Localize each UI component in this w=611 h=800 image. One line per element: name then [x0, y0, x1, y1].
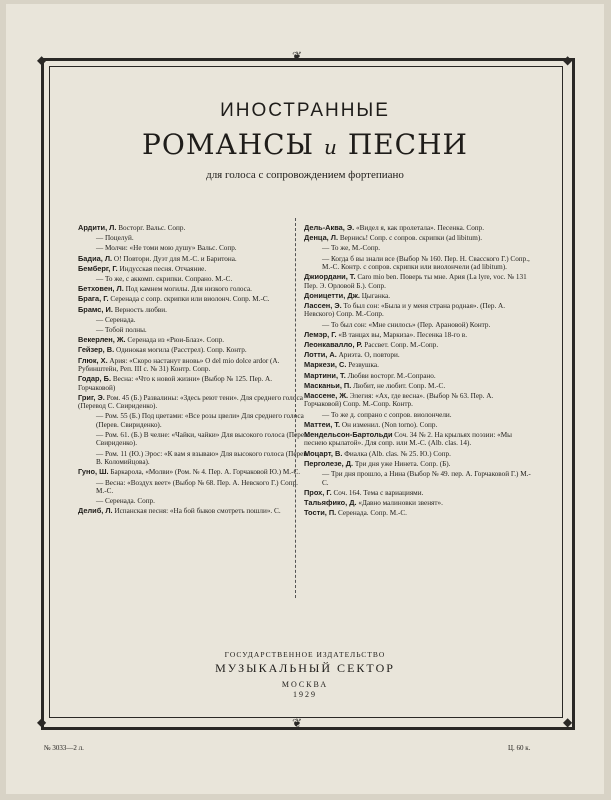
work-title: Ариэта. О, повтори. — [338, 351, 400, 360]
price: Ц. 60 к. — [508, 744, 531, 752]
catalog-entry — [304, 234, 532, 242]
composer-name: Векерлен, Ж. — [78, 335, 126, 345]
composer-name: Лотти, А. — [304, 350, 337, 360]
composer-name: Брага, Г. — [78, 294, 109, 304]
work-title: Caro mio ben. Поверь ты мне. Ария (La lyre, voc. № 131 Пер. Э. Орловой Б.). Сопр. — [304, 273, 527, 290]
work-title: Он изменил. (Non torno). Сопр. — [341, 420, 438, 429]
catalog-entry — [304, 499, 532, 507]
composer-name: Денца, Л. — [304, 233, 339, 243]
work-title: — Тобой полны. — [96, 326, 147, 335]
corner-ornament-icon: ◆ — [563, 53, 573, 67]
work-title: Верность любви. — [114, 305, 167, 314]
catalog-entry — [78, 412, 310, 429]
work-title: — То же д. сопрано с сопров. виолончели. — [322, 410, 452, 419]
publisher-year: 1929 — [293, 690, 317, 699]
composer-name: Глюк, Х. — [78, 355, 108, 365]
work-title: То был сон: «Была и у меня страна родная». (Пер. А. Невского) Сопр. М.-Сопр. — [304, 302, 506, 319]
catalog-entry — [78, 316, 310, 324]
work-title: — То же, с аккомп. скрипки. Сопрано. М.-С. — [96, 275, 233, 284]
catalog-entry — [304, 321, 532, 329]
work-title: — Весна: «Воздух веет» (Выбор № 68. Пер. А. Невского Г.) Сопр. М.-С. — [96, 478, 298, 495]
catalog-entry — [304, 292, 532, 300]
work-title: Три дня уже Нинета. Сопр. (Б). — [354, 459, 451, 468]
catalog-entry — [78, 468, 310, 476]
composer-name: Бетховен, Л. — [78, 284, 124, 294]
title-line-1: ИНОСТРАННЫЕ — [220, 100, 390, 121]
catalog-entry — [78, 244, 310, 252]
catalog-entry — [304, 489, 532, 497]
catalog-entry — [304, 450, 532, 458]
composer-name: Маттеи, Т. — [304, 419, 341, 429]
work-title: Одинокая могила (Расстрел). Сопр. Контр. — [115, 346, 247, 355]
catalog-entry — [78, 275, 310, 283]
catalog-entry — [78, 479, 310, 496]
composer-name: Джиордани, Т. — [304, 272, 356, 282]
catalog-entry — [304, 361, 532, 369]
publisher-city: МОСКВА — [281, 680, 329, 689]
work-title: Баркарола, «Молви» (Ром. № 4. Пер. А. Горчаковой Ю.) М.-С. — [110, 468, 301, 477]
catalog-entry — [304, 244, 532, 252]
composer-name: Бемберг, Г. — [78, 263, 118, 273]
composer-name: Леонкавалло, Р. — [304, 340, 363, 350]
catalog-entry — [304, 351, 532, 359]
catalog-entry — [78, 265, 310, 273]
publisher-block — [55, 650, 555, 699]
work-title: «Давно малиновки звенят». — [358, 498, 443, 507]
composer-name: Массене, Ж. — [304, 391, 349, 401]
subtitle: для голоса с сопровождением фортепиано — [206, 169, 404, 181]
work-title: О! Повтори. Дуэт для М.-С. и Баритона. — [113, 254, 237, 263]
catalog-entry — [78, 394, 310, 411]
corner-ornament-icon: ◆ — [37, 715, 47, 729]
work-title: Ария: «Скоро настанут вновь» О del mio dolce ardor (А. Рубинштейн, Реп. III с. № 31) Контр. Сопр. — [78, 356, 280, 374]
catalog-entry — [78, 224, 310, 232]
composer-name: Прох, Г. — [304, 487, 332, 497]
work-title: — Серенада. Сопр. — [96, 497, 155, 506]
catalog-left-column — [78, 224, 310, 518]
composer-name: Перголезе, Д. — [304, 458, 354, 468]
work-title: Восторг. Вальс. Сопр. — [118, 224, 186, 232]
catalog-entry — [304, 302, 532, 319]
work-title: Соч. 34 № 2. На крыльях поэзии: «Мы песнею крылатой». Для сопр. или М.-С. (Alb. clas. 14). — [304, 431, 512, 448]
composer-name: Бадиа, Л. — [78, 253, 113, 263]
work-title: — Три дня прошло, а Нина (Выбор № 49. пер. А. Горчаковой Г.) М.-С. — [322, 470, 531, 487]
catalog-entry — [78, 234, 310, 242]
catalog-entry — [78, 357, 310, 374]
work-title: Серенада с сопр. скрипки или виолонч. Сопр. М.-С. — [110, 295, 270, 304]
work-title: «В танцах вы, Маркиза». Песенка 18-го в. — [338, 330, 467, 339]
catalog-entry — [304, 470, 532, 487]
composer-name: Тости, П. — [304, 508, 337, 518]
catalog-entry — [304, 255, 532, 272]
work-title: Серенада из «Рюи-Блаз». Сопр. — [127, 336, 225, 345]
work-title: Любит, не любит. Сопр. М.-С. — [353, 381, 446, 390]
catalog-entry — [304, 382, 532, 390]
catalog-entry — [304, 431, 532, 448]
title-word-songs: ПЕСНИ — [347, 128, 468, 161]
work-title: Резвушка. — [348, 361, 379, 370]
composer-name: Лассен, Э. — [304, 301, 342, 311]
composer-name: Гейзер, В. — [78, 345, 115, 355]
catalog-entry — [78, 306, 310, 314]
composer-name: Брамс, И. — [78, 304, 113, 314]
work-title: Рассвет. Сопр. М.-Сопр. — [364, 341, 439, 350]
catalog-entry — [78, 346, 310, 354]
composer-name: Дель-Аква, Э. — [304, 223, 355, 232]
composer-name: Масканьи, П. — [304, 380, 352, 390]
catalog-entry — [78, 450, 310, 467]
work-title: Соч. 164. Тема с вариациями. — [333, 488, 424, 497]
catalog-entry — [78, 336, 310, 344]
catalog-entry — [78, 295, 310, 303]
catalog-entry — [78, 255, 310, 263]
work-title: Под камнем могилы. Для низкого голоса. — [125, 285, 252, 294]
catalog-entry — [304, 224, 532, 232]
composer-name: Тальяфико, Д. — [304, 497, 357, 507]
work-title: «Видел я, как пролетала». Песенка. Сопр. — [355, 224, 485, 232]
catalog-entry — [78, 326, 310, 334]
work-title: Цыганка. — [361, 291, 391, 300]
work-title: Испанская песня: «На бой быков смотреть пошли». С. — [114, 507, 281, 516]
composer-name: Доницетти, Дж. — [304, 290, 360, 300]
title-line-2 — [55, 128, 555, 161]
composer-name: Григ, Э. — [78, 392, 105, 402]
composer-name: Лемэр, Г. — [304, 329, 337, 339]
work-title: Вернись! Сопр. с сопров. скрипки (ad libitum). — [339, 234, 483, 243]
catalog-entry — [304, 341, 532, 349]
work-title: — Ром. 55 (Б.) Под цветами: «Все розы цвели» Для среднего голоса (Перев. Свириденко). — [96, 412, 304, 429]
catalog-entry — [304, 331, 532, 339]
composer-name: Моцарт, В. — [304, 448, 343, 458]
catalog-entry — [78, 507, 310, 515]
work-title: — Молчи: «Не томи мою душу» Вальс. Сопр. — [96, 244, 237, 253]
catalog-entry — [78, 431, 310, 448]
title-word-romances: РОМАНСЫ — [142, 128, 315, 161]
composer-name: Маркези, С. — [304, 360, 347, 370]
catalog-entry — [304, 372, 532, 380]
column-divider — [295, 218, 296, 598]
work-title: — То был сон: «Мне снилось» (Пер. Арановой) Контр. — [322, 320, 491, 329]
corner-ornament-icon: ◆ — [563, 715, 573, 729]
work-title: — Ром. 61. (Б.) В челне: «Чайки, чайки» Для высокого голоса (Перев. Свириденко). — [96, 431, 310, 448]
catalog-entry — [304, 421, 532, 429]
work-title: — Поцелуй. — [96, 234, 134, 243]
work-title: Серенада. Сопр. М.-С. — [338, 509, 407, 518]
catalog-entry — [304, 509, 532, 517]
catalog-right-column — [304, 224, 532, 519]
composer-name: Годар, Б. — [78, 374, 112, 384]
work-title: — Ром. 11 (Ю.) Эрос: «К вам я взываю» Для высокого голоса (Перев. В. Коломийцова). — [96, 449, 309, 467]
composer-name: Делиб, Л. — [78, 506, 113, 516]
work-title: — То же, М.-Сопр. — [322, 244, 381, 253]
composer-name: Ардити, Л. — [78, 223, 117, 232]
publisher-line-2: МУЗЫКАЛЬНЫЙ СЕКТОР — [215, 661, 395, 675]
catalog-entry — [78, 285, 310, 293]
work-title: Фиалка (Alb. clas. № 25. Ю.) Сопр. — [344, 449, 451, 458]
work-title: Индусская песня. Отчаяние. — [119, 264, 207, 273]
title-block — [55, 100, 555, 181]
ornament-bottom-icon: ❦ — [292, 716, 303, 730]
work-title: Элегия: «Ах, где весна». (Выбор № 63. Пер. А. Горчаковой) Сопр. М.-Сопр. Контр. — [304, 392, 494, 409]
work-title: — Когда б вы знали все (Выбор № 160. Пер. Н. Свасского Г.) Сопр., М.-С. Контр. с сопров. скрипки или виолончели (ad libitum). — [322, 254, 530, 272]
work-title: Ром. 45 (Б.) Развалины: «Здесь реют тени». Для среднего голоса (Перевод С. Свириденко). — [78, 393, 303, 411]
catalog-entry — [304, 392, 532, 409]
composer-name: Гуно, Ш. — [78, 467, 109, 477]
catalog-number: № 3033—2 л. — [44, 744, 84, 752]
corner-ornament-icon: ◆ — [37, 53, 47, 67]
catalog-entry — [78, 375, 310, 392]
catalog-entry — [78, 497, 310, 505]
catalog-entry — [304, 411, 532, 419]
composer-name: Мендельсон-Бартольди — [304, 430, 393, 440]
ornament-top-icon: ❦ — [292, 49, 303, 63]
work-title: — Серенада. — [96, 315, 136, 324]
title-word-and: и — [324, 135, 338, 159]
catalog-entry — [304, 273, 532, 290]
composer-name: Мартини, Т. — [304, 370, 346, 380]
publisher-line-1: ГОСУДАРСТВЕННОЕ ИЗДАТЕЛЬСТВО — [224, 650, 386, 659]
work-title: Весна: «Что к новой жизни» (Выбор № 125. Пер. А. Горчаковой) — [78, 375, 273, 392]
work-title: Любви восторг. М.-Сопрано. — [347, 371, 436, 380]
catalog-entry — [304, 460, 532, 468]
